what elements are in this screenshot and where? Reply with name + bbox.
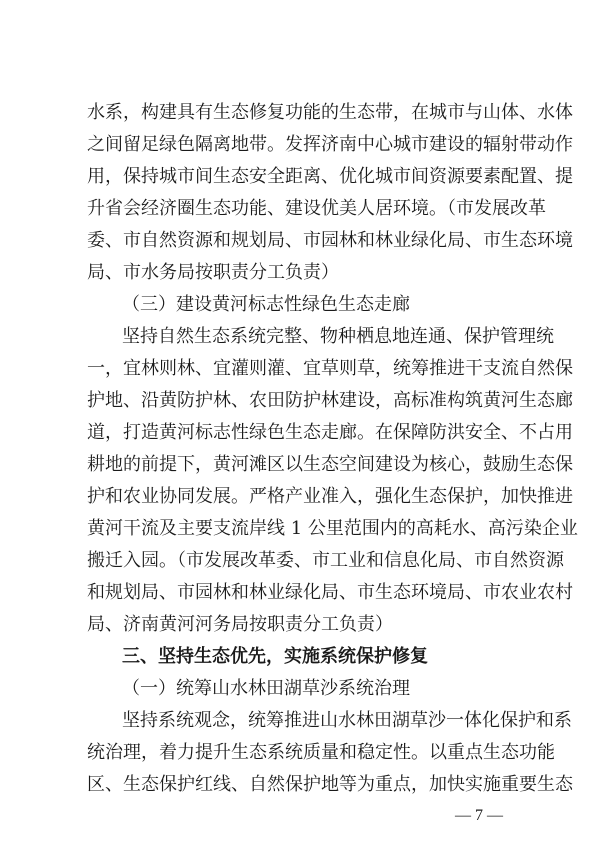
page-number: — 7 — — [455, 807, 503, 824]
paragraph-line: 升省会经济圈生态功能、建设优美人居环境。（市发展改革 — [87, 198, 546, 219]
chapter-heading: 三、坚持生态优先，实施系统保护修复 — [122, 646, 428, 667]
paragraph-line: 局、济南黄河河务局按职责分工负责） — [87, 614, 393, 635]
paragraph-line: 用，保持城市间生态安全距离、优化城市间资源要素配置、提 — [87, 166, 573, 187]
paragraph-line: 黄河干流及主要支流岸线 1 公里范围内的高耗水、高污染企业 — [87, 518, 578, 539]
paragraph-line: 搬迁入园。（市发展改革委、市工业和信息化局、市自然资源 — [87, 550, 564, 571]
paragraph-line: 局、市水务局按职责分工负责） — [87, 262, 339, 283]
section-heading: （一）统筹山水林田湖草沙系统治理 — [122, 678, 410, 699]
paragraph-line: 耕地的前提下，黄河滩区以生态空间建设为核心，鼓励生态保 — [87, 454, 573, 475]
paragraph-line: 护和农业协同发展。严格产业准入，强化生态保护，加快推进 — [87, 486, 573, 507]
paragraph-line: 道，打造黄河标志性绿色生态走廊。在保障防洪安全、不占用 — [87, 422, 573, 443]
paragraph-line: 坚持系统观念，统筹推进山水林田湖草沙一体化保护和系 — [122, 710, 572, 731]
paragraph-line: 护地、沿黄防护林、农田防护林建设，高标准构筑黄河生态廊 — [87, 390, 573, 411]
paragraph-line: 统治理，着力提升生态系统质量和稳定性。以重点生态功能 — [87, 742, 555, 763]
paragraph-line: 坚持自然生态系统完整、物种栖息地连通、保护管理统 — [122, 326, 554, 347]
paragraph-line: 一，宜林则林、宜灌则灌、宜草则草，统筹推进干支流自然保 — [87, 358, 573, 379]
section-heading: （三）建设黄河标志性绿色生态走廊 — [122, 294, 410, 315]
paragraph-line: 和规划局、市园林和林业绿化局、市生态环境局、市农业农村 — [87, 582, 573, 603]
paragraph-line: 委、市自然资源和规划局、市园林和林业绿化局、市生态环境 — [87, 230, 573, 251]
paragraph-line: 之间留足绿色隔离地带。发挥济南中心城市建设的辐射带动作 — [87, 134, 573, 155]
paragraph-line: 区、生态保护红线、自然保护地等为重点，加快实施重要生态 — [87, 774, 573, 795]
paragraph-line: 水系，构建具有生态修复功能的生态带，在城市与山体、水体 — [87, 102, 573, 123]
